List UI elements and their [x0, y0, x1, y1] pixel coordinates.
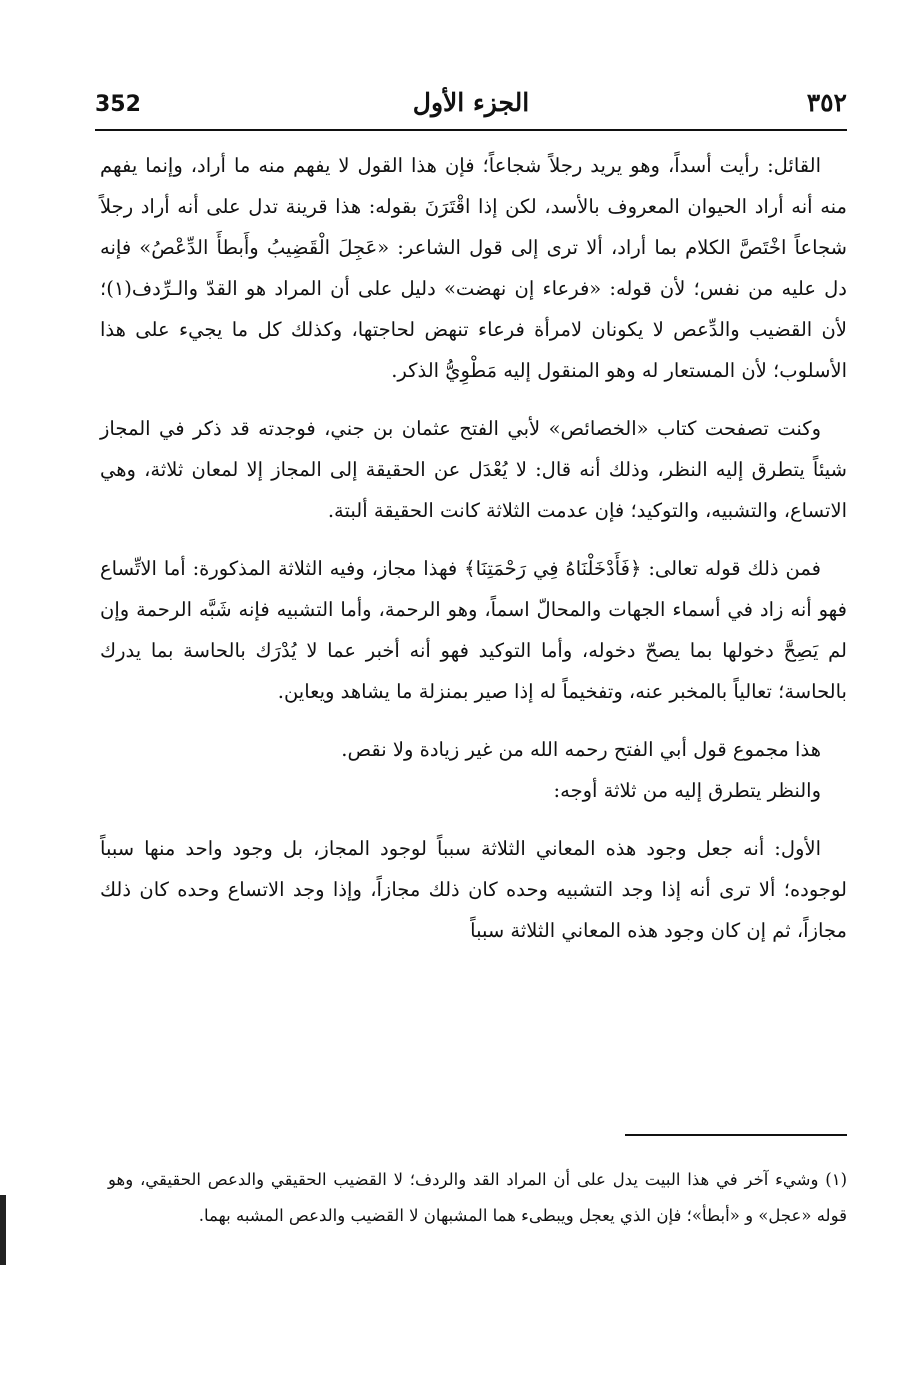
paragraph-4: هذا مجموع قول أبي الفتح رحمه الله من غير زيادة ولا نقص.	[341, 738, 821, 761]
paragraph-3: فمن ذلك قوله تعالى: ﴿فَأَدْخَلْنَاهُ فِي رَحْمَتِنَا﴾ فهذا مجاز، وفيه الثلاثة المذكورة: أما الاتِّساع فهو أنه زاد في أسماء الجهات والمحالّ اسماً، وهو الرحمة، وأما التشبيه فإنه شَبَّه الرحمة وإن لم يَصِحَّ دخولها بما يصحّ دخوله، وأما التوكيد فهو أنه أخبر عما لا يُدْرَك بالحاسة بما يدرك بالحاسة؛ تعالياً بالمخبر عنه، وتفخيماً له إذا صير بمنزلة ما يشاهد ويعاين.	[100, 557, 847, 703]
footnote	[108, 1162, 847, 1234]
running-title: الجزء الأول	[412, 88, 530, 117]
footnote-rule	[625, 1134, 847, 1136]
scan-edge-mark	[0, 1195, 6, 1265]
paragraph-1: القائل: رأيت أسداً، وهو يريد رجلاً شجاعاً؛ فإن هذا القول لا يفهم منه ما أراد، وإنما يفهم منه أنه أراد الحيوان المعروف بالأسد، لكن إذا اقْتَرَنَ بقوله: هذا قرينة تدل على أنه أراد رجلاً شجاعاً اخْتَصَّ الكلام بما أراد، ألا ترى إلى قول الشاعر: «عَجِلَ الْقَضِيبُ وأَبطأَ الدِّعْصُ» فإنه دل عليه من نفس؛ لأن قوله: «فرعاء إن نهضت» دليل على أن المراد هو القدّ والـرِّدف(١)؛ لأن القضيب والدِّعص لا يكونان لامرأة فرعاء تنهض لحاجتها، وكذلك كل ما يجيء على هذا الأسلوب؛ لأن المستعار له وهو المنقول إليه مَطْوِيُّ الذكر.	[100, 154, 847, 382]
page-number-latin: 352	[95, 92, 141, 117]
main-text	[100, 145, 847, 951]
page-header	[95, 82, 847, 126]
page-number-arabic: ٣٥٢	[806, 88, 847, 117]
paragraph-2: وكنت تصفحت كتاب «الخصائص» لأبي الفتح عثمان بن جني، فوجدته قد ذكر في المجاز شيئاً يتطرق إليه النظر، وذلك أنه قال: لا يُعْدَل عن الحقيقة إلى المجاز إلا لمعان ثلاثة، وهي الاتساع، والتشبيه، والتوكيد؛ فإن عدمت الثلاثة كانت الحقيقة ألبتة.	[100, 417, 847, 522]
footnote-text: (١) وشيء آخر في هذا البيت يدل على أن المراد القد والردف؛ لا القضيب الحقيقي والدعص الحقيقي، وهو قوله «عجل» و «أبطأ»؛ فإن الذي يعجل ويبطىء هما المشبهان لا القضيب والدعص المشبه بهما.	[108, 1170, 847, 1225]
paragraph-5: والنظر يتطرق إليه من ثلاثة أوجه:	[553, 779, 821, 802]
header-rule	[95, 129, 847, 131]
paragraph-6: الأول: أنه جعل وجود هذه المعاني الثلاثة سبباً لوجود المجاز، بل وجود واحد منها سبباً لوجوده؛ ألا ترى أنه إذا وجد التشبيه وحده كان ذلك مجازاً، وإذا وجد الاتساع وحده كان ذلك مجازاً، ثم إن كان وجود هذه المعاني الثلاثة سبباً	[100, 837, 847, 942]
